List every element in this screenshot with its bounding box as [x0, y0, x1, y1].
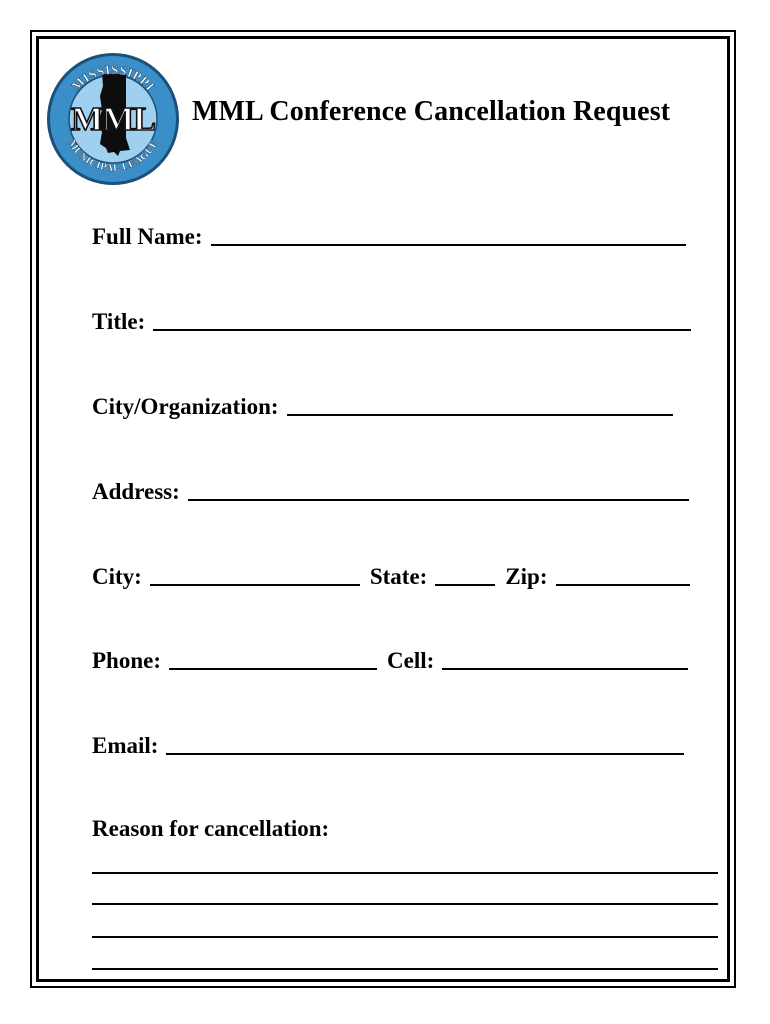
address-row — [92, 477, 689, 507]
address-field[interactable] — [188, 479, 689, 501]
cell-label: Cell: — [387, 648, 435, 673]
city-organization-label: City/Organization: — [92, 394, 279, 419]
logo-initials: MML — [71, 101, 155, 138]
city-organization-row — [92, 392, 673, 422]
logo-top-text: MISSISSIPPI — [68, 61, 159, 94]
reason-row — [92, 816, 329, 846]
email-row — [92, 731, 684, 761]
full-name-row — [92, 222, 686, 252]
city-organization-field[interactable] — [287, 394, 673, 416]
mml-logo — [46, 52, 180, 186]
reason-label: Reason for cancellation: — [92, 816, 330, 841]
email-label: Email: — [92, 733, 159, 758]
reason-line[interactable] — [92, 968, 718, 970]
state-field[interactable] — [435, 564, 495, 586]
zip-field[interactable] — [556, 564, 690, 586]
phone-cell-row — [92, 646, 688, 676]
city-label: City: — [92, 564, 142, 589]
phone-label: Phone: — [92, 648, 161, 673]
zip-label: Zip: — [505, 564, 548, 589]
full-name-label: Full Name: — [92, 224, 203, 249]
title-row — [92, 307, 691, 337]
full-name-field[interactable] — [211, 224, 686, 246]
reason-line[interactable] — [92, 936, 718, 938]
logo-bottom-text: MUNICIPAL LEAGUE — [65, 138, 161, 175]
title-field[interactable] — [153, 309, 691, 331]
page-title: MML Conference Cancellation Request — [192, 96, 671, 127]
email-field[interactable] — [166, 733, 684, 755]
state-label: State: — [369, 564, 428, 589]
reason-line[interactable] — [92, 903, 718, 905]
reason-line[interactable] — [92, 872, 718, 874]
address-label: Address: — [92, 479, 180, 504]
city-field[interactable] — [150, 564, 360, 586]
title-label: Title: — [92, 309, 146, 334]
phone-field[interactable] — [169, 648, 377, 670]
cell-field[interactable] — [442, 648, 688, 670]
city-state-zip-row — [92, 562, 690, 592]
